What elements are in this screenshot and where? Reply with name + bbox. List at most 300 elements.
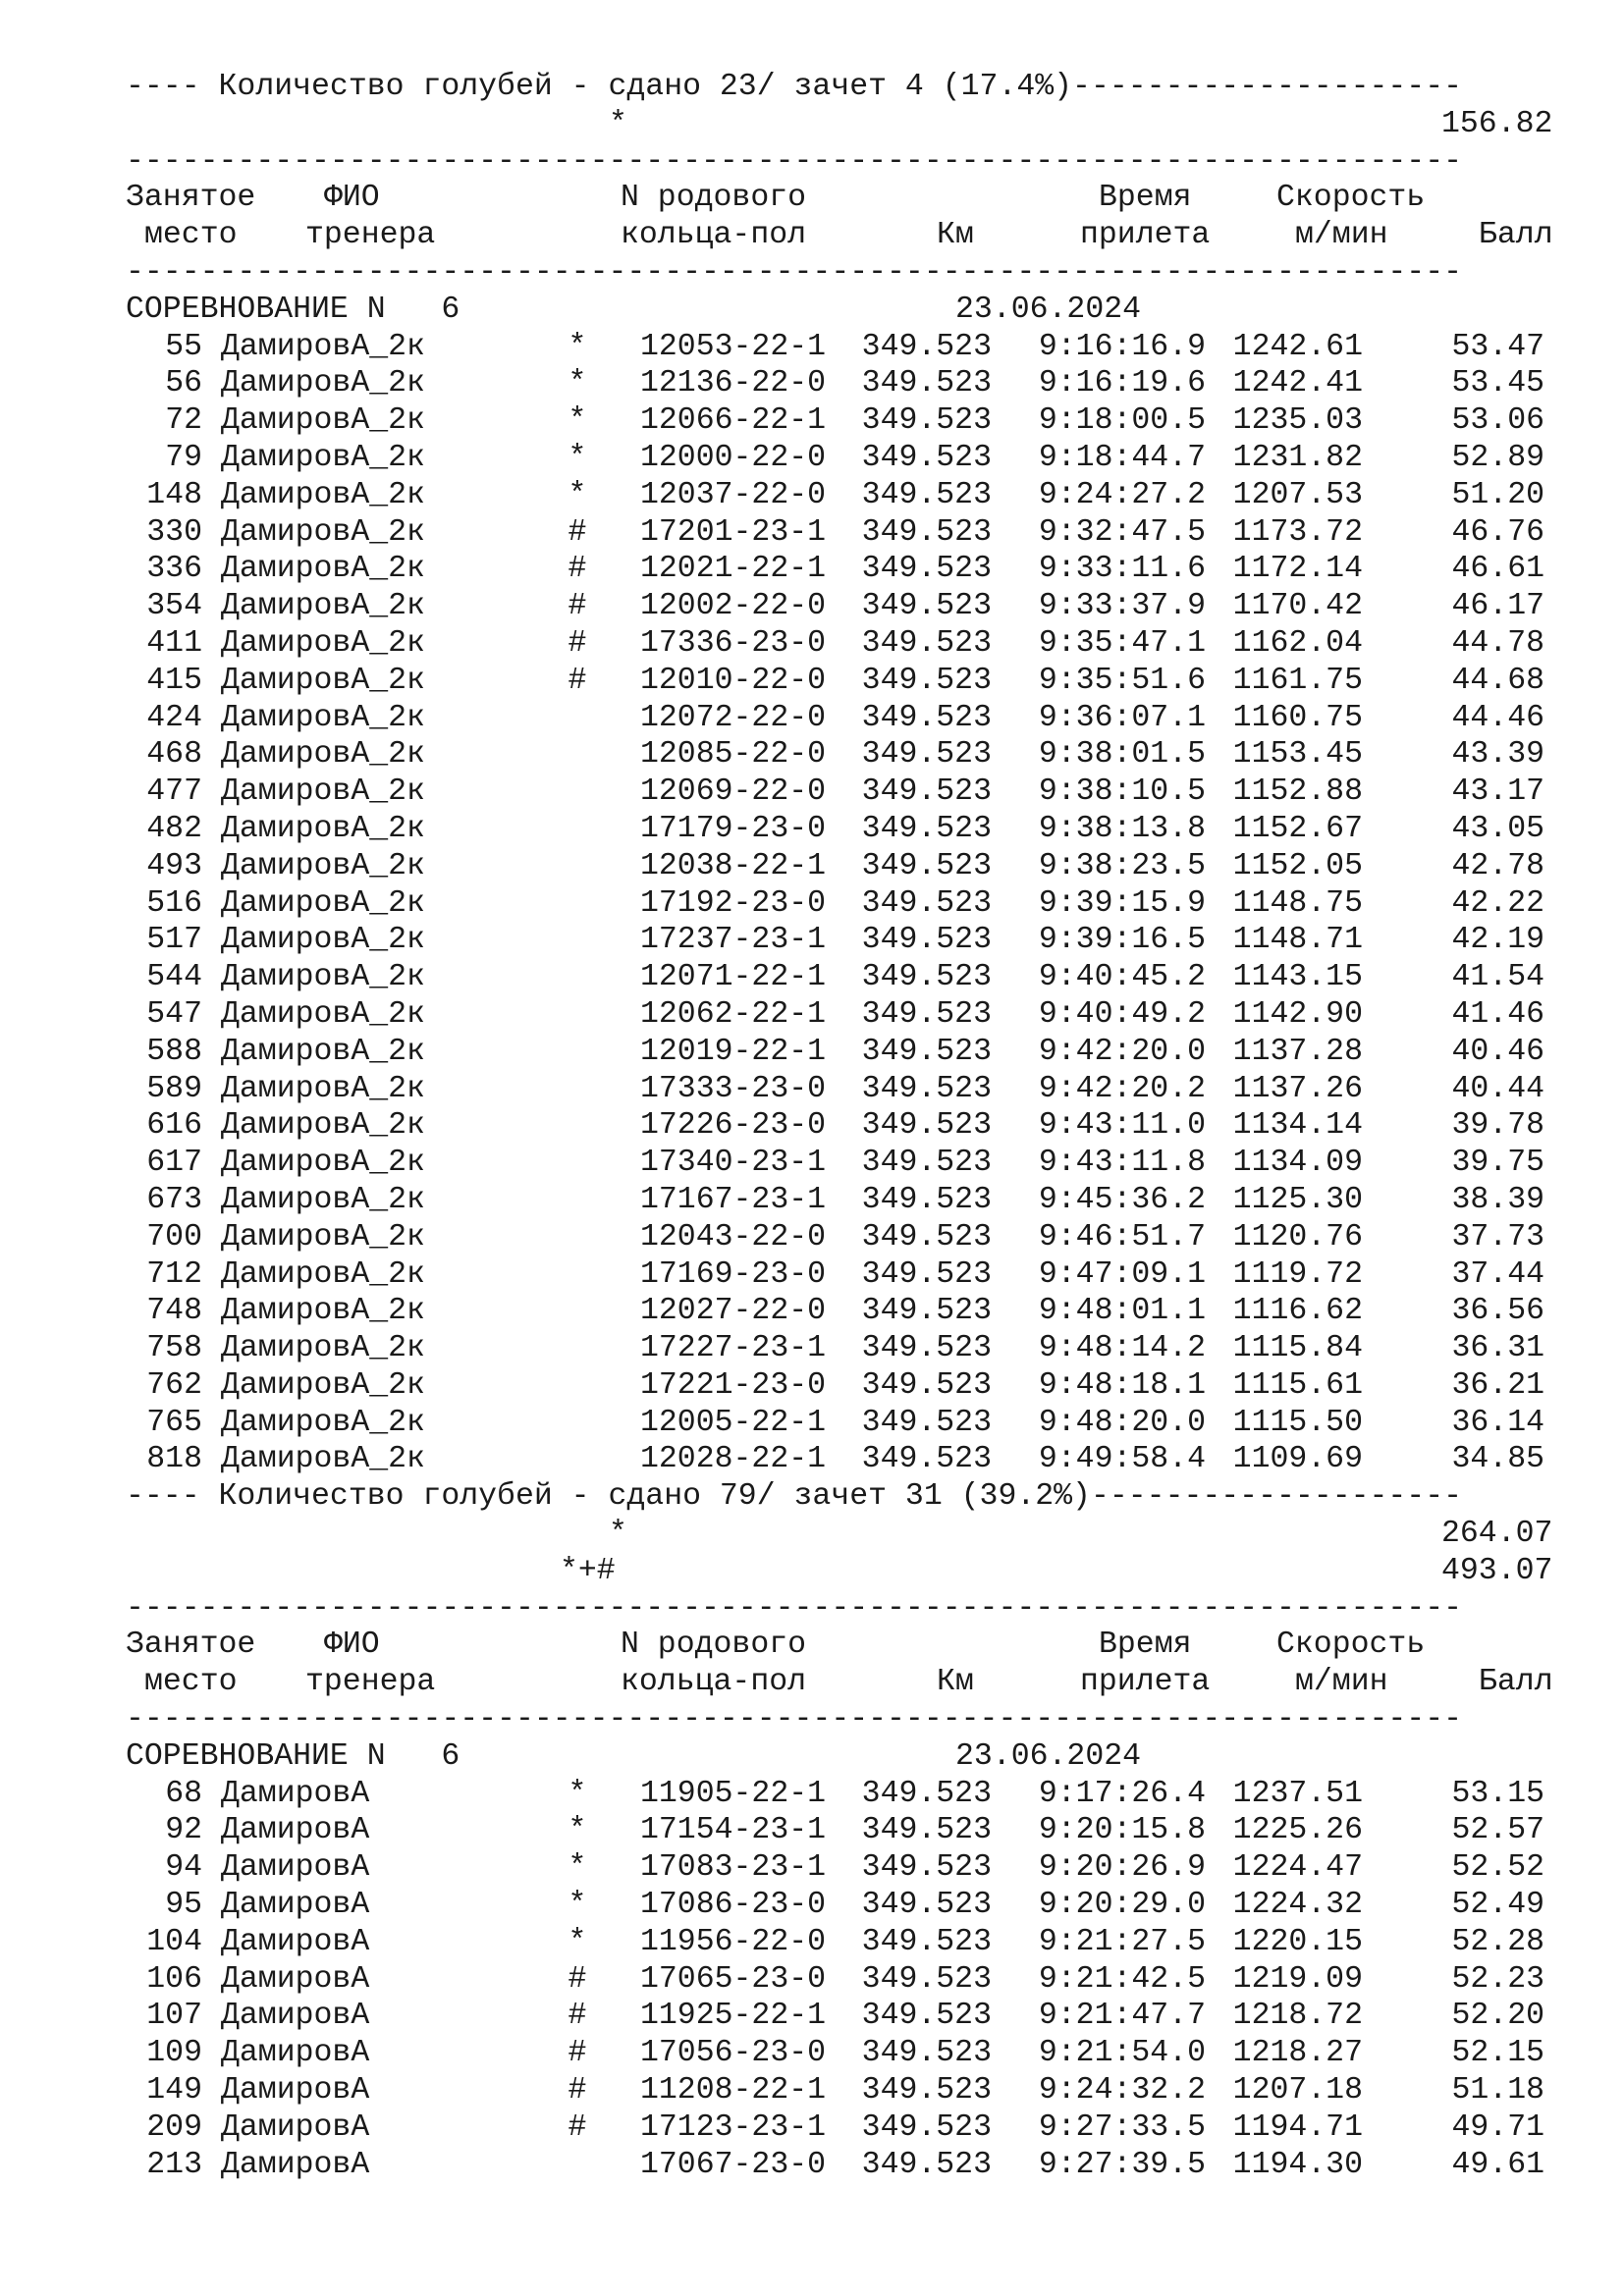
place: 213 [146, 2147, 202, 2182]
table-row [126, 477, 1549, 514]
speed: 1148.75 [1232, 885, 1363, 921]
ring-number: 12053-22-1 [640, 329, 827, 364]
speed: 1115.84 [1232, 1331, 1363, 1366]
table-row [126, 588, 1549, 625]
distance-km: 349.523 [861, 1182, 992, 1217]
trainer-name: ДамировА_2к [221, 774, 425, 810]
trainer-name: ДамировА [221, 2073, 370, 2109]
distance-km: 349.523 [861, 1961, 992, 1997]
speed: 1218.27 [1232, 2036, 1363, 2071]
ring-number: 12085-22-0 [640, 737, 827, 773]
trainer-name: ДамировА_2к [221, 1182, 425, 1217]
trainer-name: ДамировА_2к [221, 811, 425, 846]
ring-number: 12005-22-1 [640, 1405, 827, 1440]
arrival-time: 9:48:01.1 [1038, 1294, 1206, 1329]
divider: ------------------------------------------------------------------------ [126, 1590, 1463, 1626]
points: 36.14 [1451, 1405, 1544, 1440]
points: 39.75 [1451, 1146, 1544, 1181]
trainer-name: ДамировА [221, 1924, 370, 1959]
arrival-time: 9:42:20.2 [1038, 1071, 1206, 1106]
speed: 1242.61 [1232, 329, 1363, 364]
arrival-time: 9:17:26.4 [1038, 1776, 1206, 1811]
points: 49.71 [1451, 2109, 1544, 2145]
ring-number: 12002-22-0 [640, 589, 827, 624]
ring-number: 17336-23-0 [640, 625, 827, 661]
points: 43.17 [1451, 774, 1544, 810]
arrival-time: 9:16:16.9 [1038, 329, 1206, 364]
ring-number: 17201-23-1 [640, 514, 827, 550]
speed: 1134.09 [1232, 1146, 1363, 1181]
table-row [126, 848, 1549, 885]
header-km: Км [937, 218, 974, 253]
points: 46.61 [1451, 552, 1544, 587]
trainer-name: ДамировА_2к [221, 996, 425, 1032]
arrival-time: 9:24:32.2 [1038, 2073, 1206, 2109]
place: 547 [146, 996, 202, 1032]
place: 477 [146, 774, 202, 810]
trainer-name: ДамировА_2к [221, 1108, 425, 1144]
ring-number: 12019-22-1 [640, 1034, 827, 1069]
place: 107 [146, 1999, 202, 2034]
points: 52.52 [1451, 1850, 1544, 1886]
speed: 1160.75 [1232, 700, 1363, 735]
table-row [126, 663, 1549, 700]
mark: # [568, 589, 587, 624]
points: 37.44 [1451, 1256, 1544, 1292]
distance-km: 349.523 [861, 1813, 992, 1848]
ring-number: 17221-23-0 [640, 1367, 827, 1403]
points: 52.49 [1451, 1888, 1544, 1923]
header-rank: Занятое [126, 1628, 256, 1663]
table-row [126, 885, 1549, 923]
points: 43.39 [1451, 737, 1544, 773]
arrival-time: 9:27:33.5 [1038, 2109, 1206, 2145]
speed: 1172.14 [1232, 552, 1363, 587]
place: 544 [146, 960, 202, 995]
trainer-name: ДамировА_2к [221, 1256, 425, 1292]
place: 673 [146, 1182, 202, 1217]
ring-number: 12062-22-1 [640, 996, 827, 1032]
points: 46.17 [1451, 589, 1544, 624]
speed: 1134.14 [1232, 1108, 1363, 1144]
arrival-time: 9:48:20.0 [1038, 1405, 1206, 1440]
place: 109 [146, 2036, 202, 2071]
speed: 1207.53 [1232, 477, 1363, 512]
table-row [126, 514, 1549, 552]
distance-km: 349.523 [861, 848, 992, 883]
mark: # [568, 1999, 587, 2034]
points: 46.76 [1451, 514, 1544, 550]
arrival-time: 9:40:49.2 [1038, 996, 1206, 1032]
arrival-time: 9:35:47.1 [1038, 625, 1206, 661]
distance-km: 349.523 [861, 996, 992, 1032]
column-header-row-1 [126, 180, 1549, 217]
mark: * [568, 1813, 587, 1848]
table-row [126, 1776, 1549, 1813]
mark: # [568, 514, 587, 550]
place: 762 [146, 1367, 202, 1403]
place: 493 [146, 848, 202, 883]
mark: * [568, 1888, 587, 1923]
section-count-line: ---- Количество голубей - сдано 79/ зачет 31 (39.2%)-------------------- [126, 1479, 1463, 1515]
speed: 1142.90 [1232, 996, 1363, 1032]
arrival-time: 9:47:09.1 [1038, 1256, 1206, 1292]
ring-number: 17123-23-1 [640, 2109, 827, 2145]
distance-km: 349.523 [861, 1146, 992, 1181]
header-time: прилета [1080, 1665, 1211, 1700]
header-ring: кольца-пол [621, 1665, 807, 1700]
arrival-time: 9:39:16.5 [1038, 923, 1206, 958]
distance-km: 349.523 [861, 737, 992, 773]
header-points: Балл [1479, 218, 1553, 253]
ring-number: 17340-23-1 [640, 1146, 827, 1181]
distance-km: 349.523 [861, 1776, 992, 1811]
divider: ------------------------------------------------------------------------ [126, 143, 1463, 179]
mark: * [568, 477, 587, 512]
header-speed: м/мин [1295, 1665, 1388, 1700]
arrival-time: 9:20:29.0 [1038, 1888, 1206, 1923]
arrival-time: 9:36:07.1 [1038, 700, 1206, 735]
trainer-name: ДамировА_2к [221, 552, 425, 587]
competition-row [126, 1738, 1549, 1776]
ring-number: 17083-23-1 [640, 1850, 827, 1886]
speed: 1173.72 [1232, 514, 1363, 550]
table-row [126, 1182, 1549, 1219]
arrival-time: 9:35:51.6 [1038, 663, 1206, 698]
place: 95 [165, 1888, 202, 1923]
speed: 1225.26 [1232, 1813, 1363, 1848]
mark: * [568, 1924, 587, 1959]
header-km: Км [937, 1665, 974, 1700]
trainer-name: ДамировА_2к [221, 663, 425, 698]
place: 94 [165, 1850, 202, 1886]
points: 36.31 [1451, 1331, 1544, 1366]
arrival-time: 9:46:51.7 [1038, 1219, 1206, 1255]
section-score-row [126, 1516, 1553, 1553]
header-speed: Скорость [1276, 1628, 1426, 1663]
trainer-name: ДамировА_2к [221, 440, 425, 475]
distance-km: 349.523 [861, 1924, 992, 1959]
table-row [126, 1887, 1549, 1924]
speed: 1152.88 [1232, 774, 1363, 810]
ring-number: 17056-23-0 [640, 2036, 827, 2071]
arrival-time: 9:24:27.2 [1038, 477, 1206, 512]
trainer-name: ДамировА_2к [221, 514, 425, 550]
points: 43.05 [1451, 811, 1544, 846]
arrival-time: 9:18:00.5 [1038, 403, 1206, 439]
trainer-name: ДамировА_2к [221, 329, 425, 364]
header-name: ФИО [324, 181, 380, 216]
table-row [126, 551, 1549, 588]
speed: 1152.67 [1232, 811, 1363, 846]
speed: 1237.51 [1232, 1776, 1363, 1811]
header-points: Балл [1479, 1665, 1553, 1700]
ring-number: 11925-22-1 [640, 1999, 827, 2034]
mark: # [568, 2073, 587, 2109]
ring-number: 12000-22-0 [640, 440, 827, 475]
points: 52.20 [1451, 1999, 1544, 2034]
section-score-row [126, 1553, 1553, 1590]
distance-km: 349.523 [861, 589, 992, 624]
place: 712 [146, 1256, 202, 1292]
trainer-name: ДамировА_2к [221, 848, 425, 883]
table-row [126, 1924, 1549, 1961]
speed: 1119.72 [1232, 1256, 1363, 1292]
distance-km: 349.523 [861, 625, 992, 661]
trainer-name: ДамировА [221, 1888, 370, 1923]
distance-km: 349.523 [861, 2073, 992, 2109]
place: 79 [165, 440, 202, 475]
distance-km: 349.523 [861, 1219, 992, 1255]
ring-number: 11905-22-1 [640, 1776, 827, 1811]
points: 41.54 [1451, 960, 1544, 995]
points: 36.21 [1451, 1367, 1544, 1403]
trainer-name: ДамировА_2к [221, 1442, 425, 1477]
mark: # [568, 552, 587, 587]
speed: 1235.03 [1232, 403, 1363, 439]
trainer-name: ДамировА [221, 1776, 370, 1811]
table-row [126, 329, 1549, 366]
place: 104 [146, 1924, 202, 1959]
speed: 1224.47 [1232, 1850, 1363, 1886]
points: 51.20 [1451, 477, 1544, 512]
distance-km: 349.523 [861, 477, 992, 512]
points: 49.61 [1451, 2147, 1544, 2182]
ring-number: 11956-22-0 [640, 1924, 827, 1959]
points: 44.68 [1451, 663, 1544, 698]
header-rank: место [144, 218, 238, 253]
table-row [126, 1405, 1549, 1442]
trainer-name: ДамировА_2к [221, 1071, 425, 1106]
table-row [126, 625, 1549, 663]
speed: 1143.15 [1232, 960, 1363, 995]
trainer-name: ДамировА [221, 1850, 370, 1886]
header-time: Время [1099, 1628, 1192, 1663]
distance-km: 349.523 [861, 1071, 992, 1106]
ring-number: 12043-22-0 [640, 1219, 827, 1255]
points: 40.44 [1451, 1071, 1544, 1106]
mark: * [568, 366, 587, 401]
points: 53.06 [1451, 403, 1544, 439]
table-row [126, 736, 1549, 774]
table-row [126, 1034, 1549, 1071]
place: 68 [165, 1776, 202, 1811]
header-rank: место [144, 1665, 238, 1700]
summary-score: 156.82 [1441, 106, 1553, 141]
distance-km: 349.523 [861, 1256, 992, 1292]
table-row [126, 2072, 1549, 2109]
mark: * [568, 440, 587, 475]
table-row [126, 365, 1549, 402]
header-speed: Скорость [1276, 181, 1426, 216]
arrival-time: 9:21:54.0 [1038, 2036, 1206, 2071]
header-speed: м/мин [1295, 218, 1388, 253]
points: 44.78 [1451, 625, 1544, 661]
speed: 1231.82 [1232, 440, 1363, 475]
table-row [126, 440, 1549, 477]
trainer-name: ДамировА_2к [221, 923, 425, 958]
summary-score-row [126, 106, 1553, 143]
distance-km: 349.523 [861, 1331, 992, 1366]
header-name: тренера [305, 1665, 436, 1700]
trainer-name: ДамировА [221, 1999, 370, 2034]
points: 42.22 [1451, 885, 1544, 921]
place: 517 [146, 923, 202, 958]
speed: 1137.26 [1232, 1071, 1363, 1106]
trainer-name: ДамировА_2к [221, 1146, 425, 1181]
points: 52.28 [1451, 1924, 1544, 1959]
points: 52.15 [1451, 2036, 1544, 2071]
trainer-name: ДамировА [221, 1961, 370, 1997]
distance-km: 349.523 [861, 1888, 992, 1923]
distance-km: 349.523 [861, 1034, 992, 1069]
mark: # [568, 625, 587, 661]
ring-number: 12136-22-0 [640, 366, 827, 401]
place: 468 [146, 737, 202, 773]
competition-row [126, 292, 1549, 329]
speed: 1207.18 [1232, 2073, 1363, 2109]
mark: # [568, 2109, 587, 2145]
mark: * [568, 403, 587, 439]
points: 52.89 [1451, 440, 1544, 475]
arrival-time: 9:21:27.5 [1038, 1924, 1206, 1959]
speed: 1161.75 [1232, 663, 1363, 698]
points: 41.46 [1451, 996, 1544, 1032]
points: 39.78 [1451, 1108, 1544, 1144]
distance-km: 349.523 [861, 960, 992, 995]
points: 53.15 [1451, 1776, 1544, 1811]
distance-km: 349.523 [861, 811, 992, 846]
table-row [126, 1293, 1549, 1330]
distance-km: 349.523 [861, 1108, 992, 1144]
ring-number: 12028-22-1 [640, 1442, 827, 1477]
speed: 1194.30 [1232, 2147, 1363, 2182]
ring-number: 17192-23-0 [640, 885, 827, 921]
distance-km: 349.523 [861, 514, 992, 550]
arrival-time: 9:49:58.4 [1038, 1442, 1206, 1477]
arrival-time: 9:38:23.5 [1038, 848, 1206, 883]
ring-number: 17333-23-0 [640, 1071, 827, 1106]
section-score: 264.07 [1441, 1517, 1553, 1552]
trainer-name: ДамировА_2к [221, 737, 425, 773]
place: 415 [146, 663, 202, 698]
speed: 1115.61 [1232, 1367, 1363, 1403]
points: 37.73 [1451, 1219, 1544, 1255]
place: 818 [146, 1442, 202, 1477]
trainer-name: ДамировА_2к [221, 1219, 425, 1255]
column-header-row-1 [126, 1627, 1549, 1664]
table-row [126, 2147, 1549, 2184]
trainer-name: ДамировА [221, 2147, 370, 2182]
speed: 1153.45 [1232, 737, 1363, 773]
speed: 1120.76 [1232, 1219, 1363, 1255]
arrival-time: 9:42:20.0 [1038, 1034, 1206, 1069]
arrival-time: 9:38:01.5 [1038, 737, 1206, 773]
place: 588 [146, 1034, 202, 1069]
distance-km: 349.523 [861, 329, 992, 364]
ring-number: 17086-23-0 [640, 1888, 827, 1923]
section-mark: *+# [560, 1553, 616, 1588]
distance-km: 349.523 [861, 663, 992, 698]
ring-number: 12037-22-0 [640, 477, 827, 512]
arrival-time: 9:40:45.2 [1038, 960, 1206, 995]
table-row [126, 402, 1549, 440]
speed: 1109.69 [1232, 1442, 1363, 1477]
trainer-name: ДамировА [221, 1813, 370, 1848]
competition-date: 23.06.2024 [955, 1738, 1142, 1774]
competition-date: 23.06.2024 [955, 292, 1142, 327]
table-row [126, 1812, 1549, 1849]
distance-km: 349.523 [861, 1999, 992, 2034]
distance-km: 349.523 [861, 885, 992, 921]
ring-number: 11208-22-1 [640, 2073, 827, 2109]
table-row [126, 774, 1549, 811]
trainer-name: ДамировА [221, 2036, 370, 2071]
header-ring: N родового [621, 1628, 807, 1663]
ring-number: 12071-22-1 [640, 960, 827, 995]
table-row [126, 1071, 1549, 1108]
ring-number: 17226-23-0 [640, 1108, 827, 1144]
divider: ------------------------------------------------------------------------ [126, 254, 1463, 290]
points: 51.18 [1451, 2073, 1544, 2109]
points: 40.46 [1451, 1034, 1544, 1069]
points: 53.47 [1451, 329, 1544, 364]
speed: 1220.15 [1232, 1924, 1363, 1959]
ring-number: 17065-23-0 [640, 1961, 827, 1997]
ring-number: 12010-22-0 [640, 663, 827, 698]
table-row [126, 1998, 1549, 2035]
table-row [126, 2109, 1549, 2147]
distance-km: 349.523 [861, 403, 992, 439]
header-time: прилета [1080, 218, 1211, 253]
arrival-time: 9:48:18.1 [1038, 1367, 1206, 1403]
table-row [126, 1107, 1549, 1145]
arrival-time: 9:27:39.5 [1038, 2147, 1206, 2182]
speed: 1170.42 [1232, 589, 1363, 624]
mark: # [568, 663, 587, 698]
place: 209 [146, 2109, 202, 2145]
place: 758 [146, 1331, 202, 1366]
place: 149 [146, 2073, 202, 2109]
arrival-time: 9:38:10.5 [1038, 774, 1206, 810]
table-row [126, 811, 1549, 848]
table-row [126, 1219, 1549, 1256]
ring-number: 17067-23-0 [640, 2147, 827, 2182]
trainer-name: ДамировА_2к [221, 366, 425, 401]
speed: 1148.71 [1232, 923, 1363, 958]
header-name: тренера [305, 218, 436, 253]
trainer-name: ДамировА_2к [221, 589, 425, 624]
points: 42.19 [1451, 923, 1544, 958]
header-name: ФИО [324, 1628, 380, 1663]
distance-km: 349.523 [861, 2036, 992, 2071]
speed: 1218.72 [1232, 1999, 1363, 2034]
distance-km: 349.523 [861, 1442, 992, 1477]
points: 44.46 [1451, 700, 1544, 735]
speed: 1162.04 [1232, 625, 1363, 661]
distance-km: 349.523 [861, 552, 992, 587]
header-ring: N родового [621, 181, 807, 216]
trainer-name: ДамировА_2к [221, 1294, 425, 1329]
arrival-time: 9:16:19.6 [1038, 366, 1206, 401]
place: 424 [146, 700, 202, 735]
table-row [126, 2035, 1549, 2072]
place: 411 [146, 625, 202, 661]
table-row [126, 700, 1549, 737]
mark: # [568, 1961, 587, 1997]
ring-number: 17237-23-1 [640, 923, 827, 958]
speed: 1219.09 [1232, 1961, 1363, 1997]
